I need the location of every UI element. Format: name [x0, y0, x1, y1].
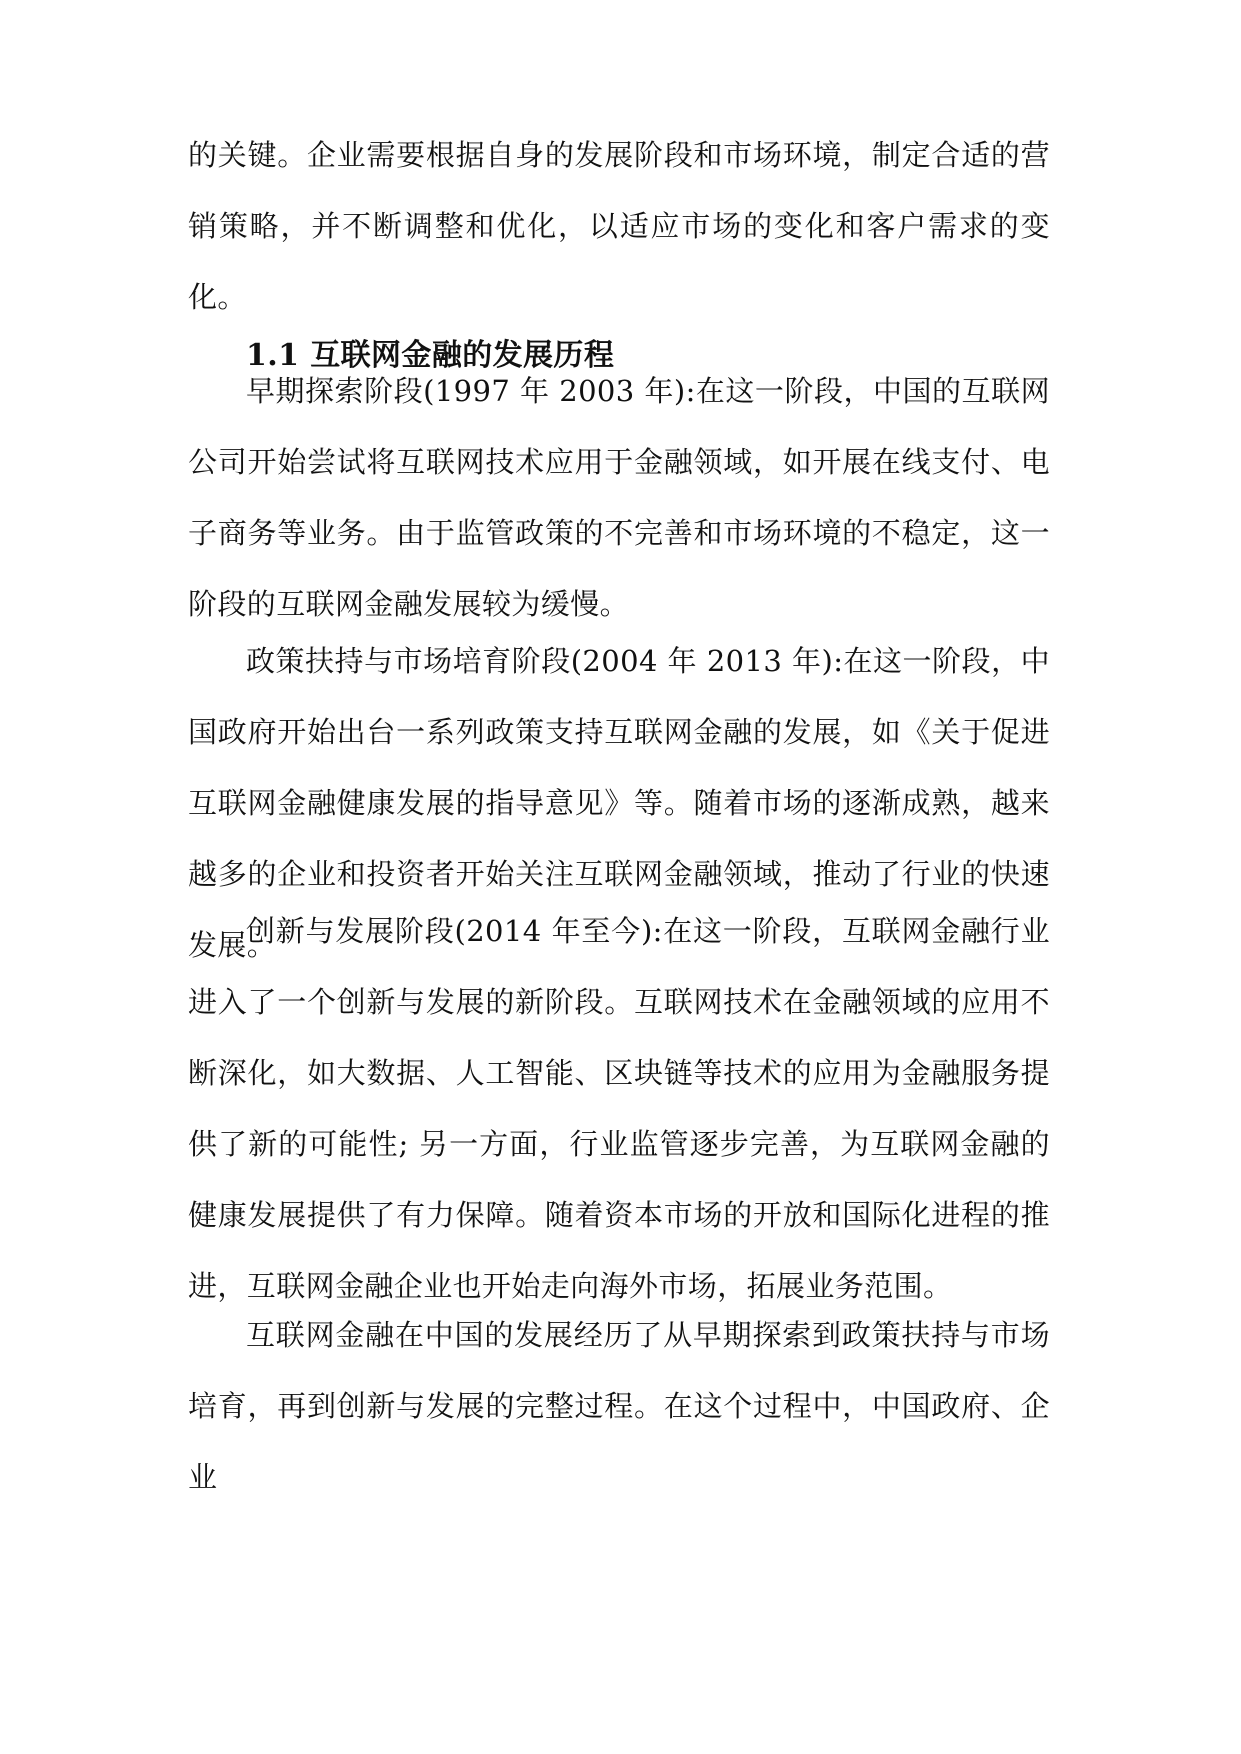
paragraph-summary: 互联网金融在中国的发展经历了从早期探索到政策扶持与市场培育，再到创新与发展的完整过程。在这个过程中，中国政府、企业 [188, 1318, 1050, 1494]
continuation-paragraph: 的关键。企业需要根据自身的发展阶段和市场环境，制定合适的营销策略，并不断调整和优化，以适应市场的变化和客户需求的变化。 [188, 138, 1050, 314]
paragraph-early-exploration: 早期探索阶段(1997 年 2003 年):在这一阶段，中国的互联网公司开始尝试将互联网技术应用于金融领域，如开展在线支付、电子商务等业务。由于监管政策的不完善和市场环境的不稳定，这一阶段的互联网金融发展较为缓慢。 [188, 374, 1050, 621]
section-heading: 1.1 互联网金融的发展历程 [246, 338, 615, 373]
paragraph-policy-support: 政策扶持与市场培育阶段(2004 年 2013 年):在这一阶段，中国政府开始出台一系列政策支持互联网金融的发展，如《关于促进互联网金融健康发展的指导意见》等。随着市场的逐渐成熟，越来越多的企业和投资者开始关注互联网金融领域，推动了行业的快速发展。 [188, 644, 1050, 962]
paragraph-innovation-development: 创新与发展阶段(2014 年至今):在这一阶段，互联网金融行业进入了一个创新与发展的新阶段。互联网技术在金融领域的应用不断深化，如大数据、人工智能、区块链等技术的应用为金融服务提供了新的可能性; 另一方面，行业监管逐步完善，为互联网金融的健康发展提供了有力保障。随着资本市场的开放和国际化进程的推进，互联网金融企业也开始走向海外市场，拓展业务范围。 [188, 914, 1050, 1303]
